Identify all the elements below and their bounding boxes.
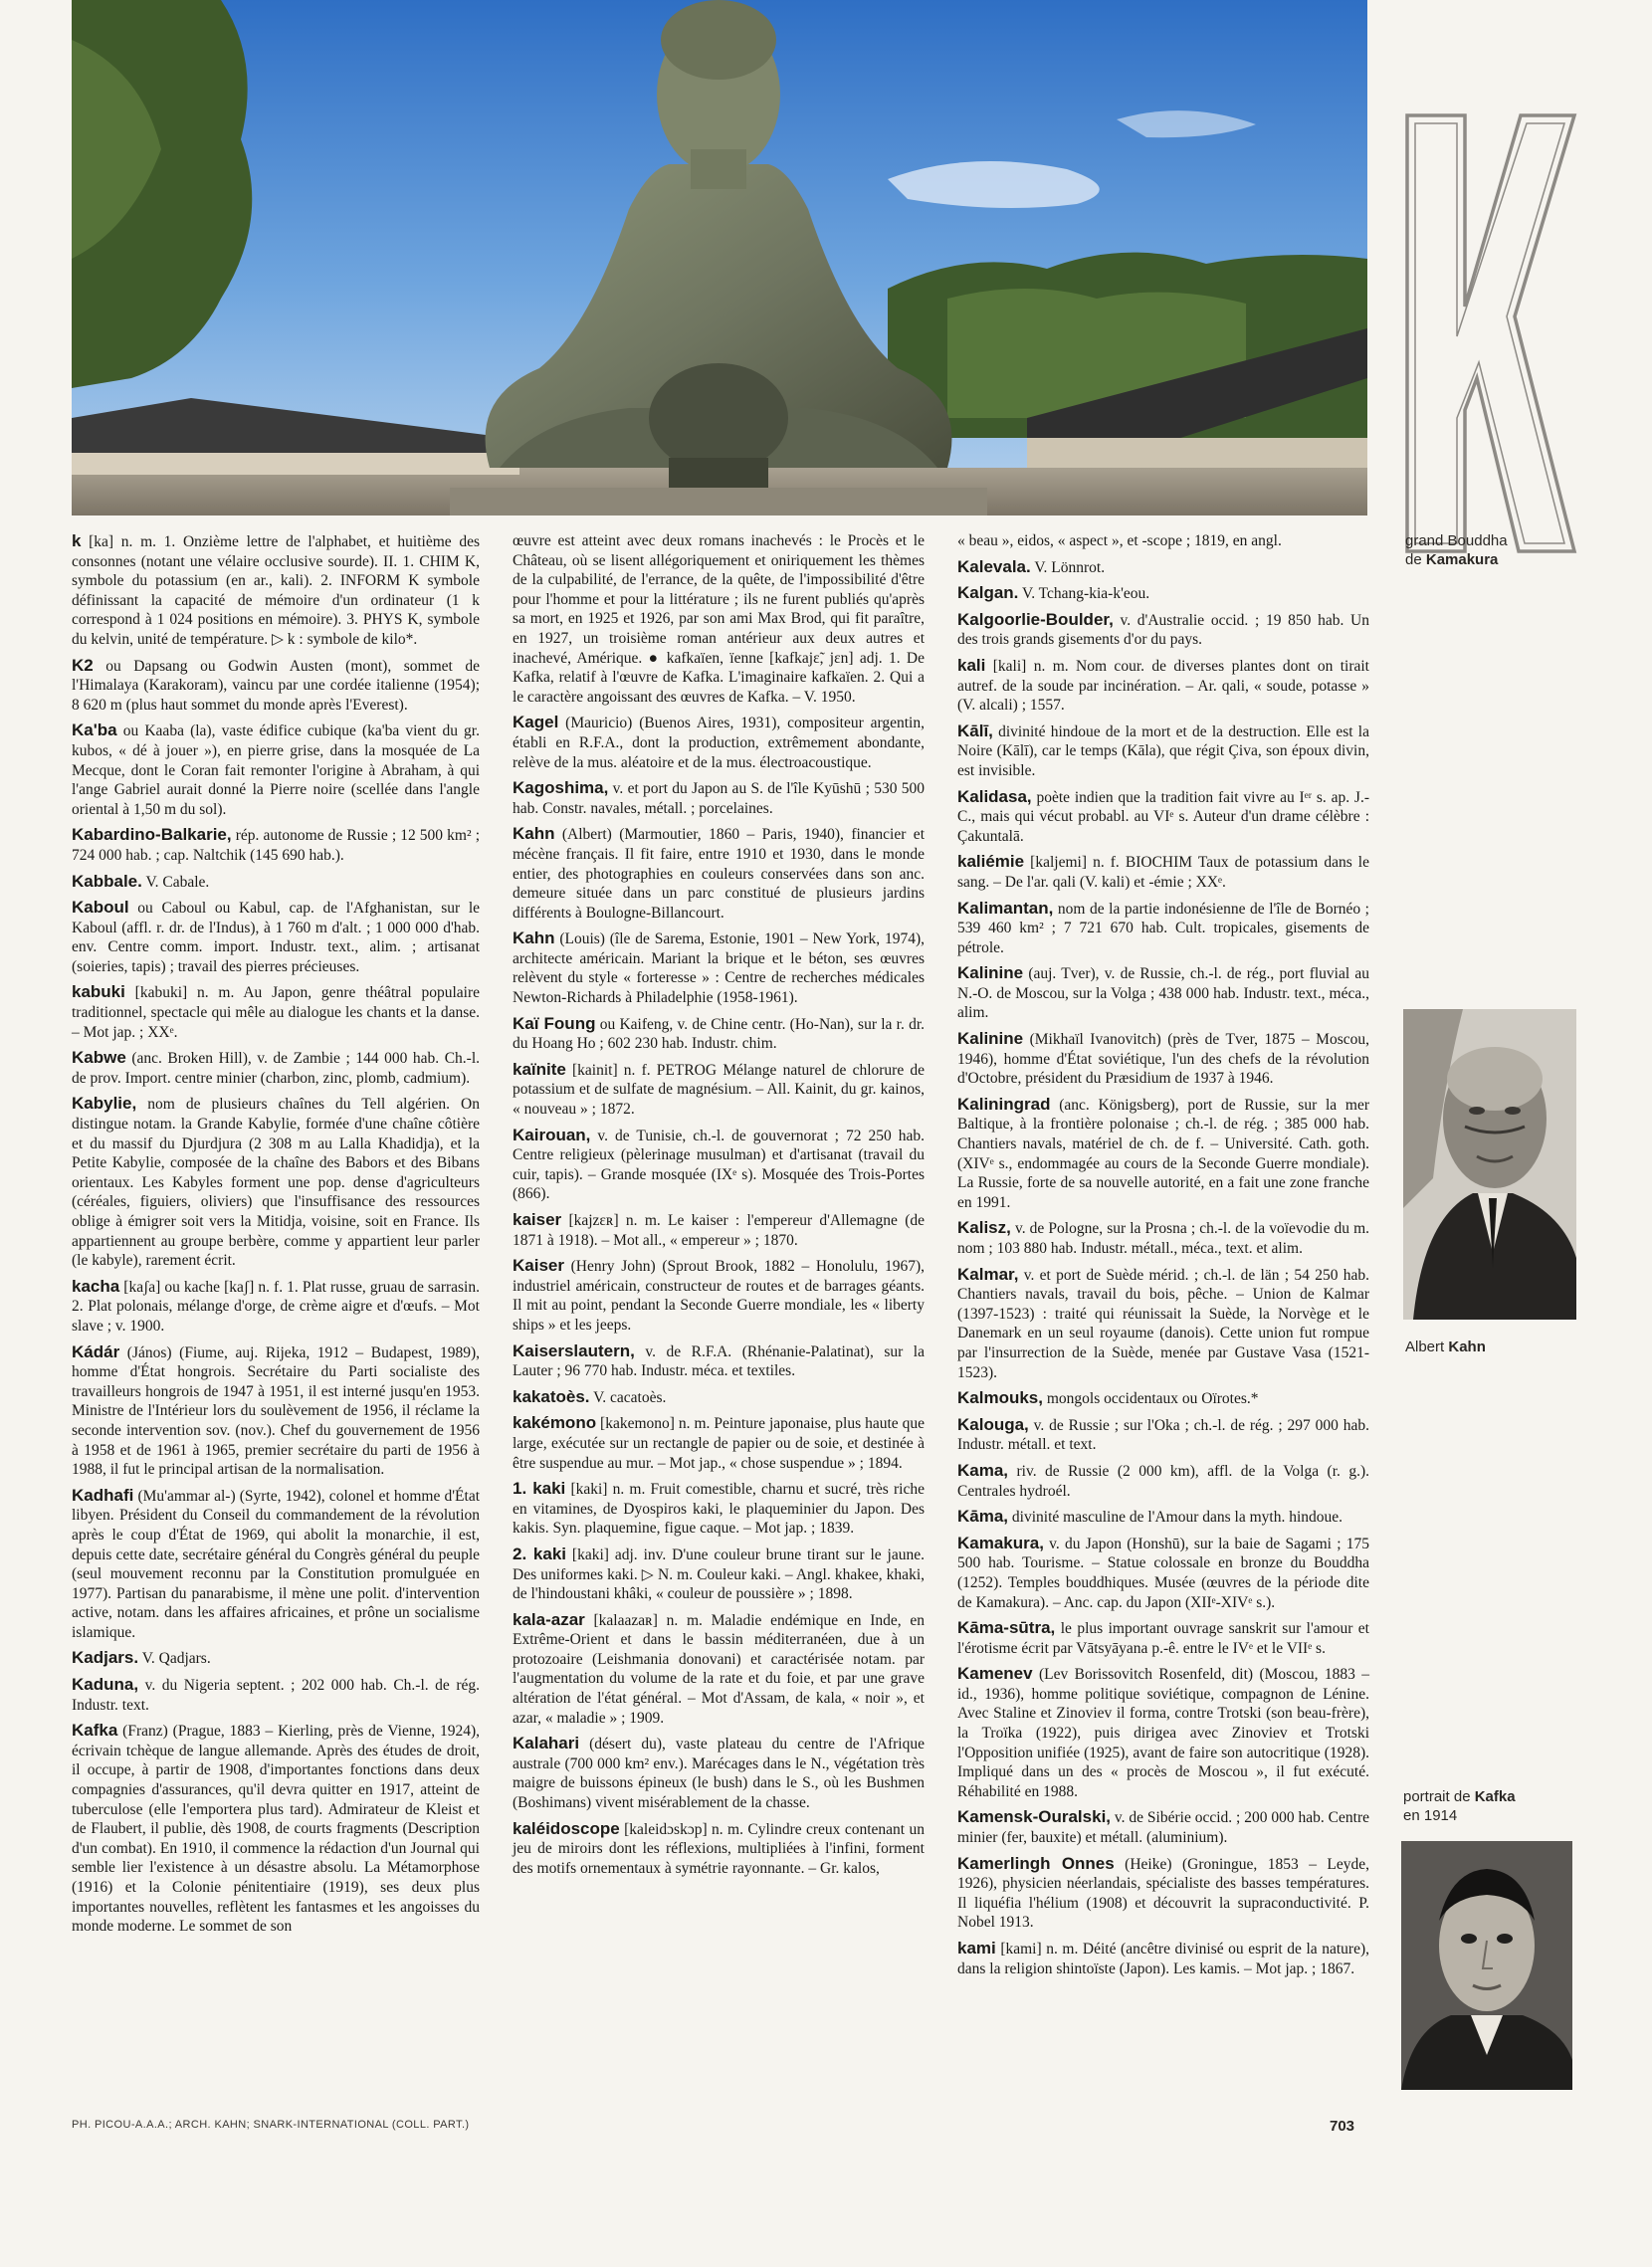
caption-text: de — [1405, 551, 1426, 568]
dictionary-entry — [72, 982, 480, 1042]
caption-bold: Kamakura — [1425, 551, 1499, 568]
entry-definition: nom de la partie indonésienne de l'île de Bornéo ; 539 460 km² ; 7 721 670 hab. Cult. tropicales, gisements de pétrole. — [957, 900, 1369, 956]
entry-headword: Kalgan. — [957, 583, 1019, 603]
entry-headword: 1. kaki — [513, 1479, 566, 1499]
entry-headword: Ka'ba — [72, 721, 117, 740]
entry-definition: (Mikhaïl Ivanovitch) (près de Tver, 1875 – Moscou, 1946), homme d'État soviétique, l'un des chefs de la révolution d'Octobre, président du Præsidium de 1937 à 1946. — [957, 1031, 1369, 1088]
dictionary-entry — [957, 1029, 1369, 1089]
dictionary-entry — [957, 583, 1369, 604]
entry-headword: Kalgoorlie-Boulder, — [957, 609, 1114, 629]
entry-headword: kakatoès. — [513, 1386, 590, 1406]
column-2 — [513, 531, 925, 1884]
entry-definition: [ka] n. m. 1. Onzième lettre de l'alphabet, et huitième des consonnes (notant une vélaire occlusive sourde). II. 1. CHIM K, symbole du potassium (en ar., kali). 2. INFORM K symbole définissant la capacité de mémoire d'un ordinateur (1 k correspond à 1 024 positions en mémoire). 3. PHYS K, symbole du kelvin, unité de température. ▷ k : symbole de kilo*. — [72, 533, 480, 648]
page-number: 703 — [1330, 2118, 1355, 2135]
dictionary-entry — [957, 1218, 1369, 1258]
entry-definition: [kaki] n. m. Fruit comestible, charnu et sucré, très riche en vitamines, de Dyospiros kaki, le plaqueminier du Japon. Des kakis. Syn. plaquemine, figue caque. – Mot jap. ; 1839. — [513, 1481, 925, 1538]
entry-headword: Kaiserslautern, — [513, 1340, 635, 1360]
entry-headword: Kalouga, — [957, 1414, 1029, 1434]
entry-headword: Kamakura, — [957, 1533, 1044, 1552]
entry-headword: Kahn — [513, 824, 555, 844]
entry-headword: kala-azar — [513, 1609, 585, 1629]
entry-definition: poète indien que la tradition fait vivre au Iᵉʳ s. ap. J.-C., mais qui vécut probabl. au VIᵉ s. Auteur d'un drame célèbre : Çakuntalā. — [957, 788, 1369, 845]
kafka-caption — [1403, 1787, 1602, 1825]
dictionary-entry — [72, 1675, 480, 1715]
entry-headword: Kalmar, — [957, 1264, 1019, 1284]
entry-definition: mongols occidentaux ou Oïrotes.* — [1042, 1390, 1259, 1408]
dictionary-entry — [957, 656, 1369, 716]
dictionary-entry — [72, 1094, 480, 1270]
entry-definition: v. et port de Suède mérid. ; ch.-l. de län ; 54 250 hab. Chantiers navals, travail du bois, pêche. – Union de Kalmar (1397-1523) : traité qui réunissait la Suède, la Norvège et le Danemark en un seul royaume (danois). Cette union fut rompue par l'insurrection de la Suède, menée par Gustave Vasa (1521-1523). — [957, 1266, 1369, 1381]
dictionary-entry — [72, 721, 480, 819]
dictionary-entry — [513, 1387, 925, 1408]
buddha-caption-line1: grand Bouddha — [1405, 532, 1508, 549]
entry-headword: Kalmouks, — [957, 1388, 1043, 1408]
entry-definition: V. Qadjars. — [138, 1650, 211, 1668]
entry-headword: Kaliningrad — [957, 1094, 1051, 1114]
dictionary-entry — [513, 1060, 925, 1120]
dictionary-entry — [957, 1807, 1369, 1847]
entry-headword: k — [72, 531, 82, 550]
entry-definition: [kami] n. m. Déité (ancêtre divinisé ou esprit de la nature), dans la religion shintoïste (Japon). Les kamis. – Mot jap. ; 1867. — [957, 1941, 1369, 1977]
albert-kahn-portrait — [1403, 1009, 1576, 1320]
entry-headword: Kalahari — [513, 1734, 580, 1753]
entry-definition: (désert du), vaste plateau du centre de l'Afrique australe (700 000 km² env.). Marécages dans le N., végétation très maigre de buissons épineux (le bush) dans le S., où les Bushmen (Boshimans) vivent misérablement de la chasse. — [513, 1736, 925, 1812]
entry-definition: v. d'Australie occid. ; 19 850 hab. Un des trois grands gisements d'or du pays. — [957, 611, 1369, 649]
buddha-photo — [72, 0, 1367, 515]
dictionary-entry — [957, 1095, 1369, 1213]
entry-definition: ou Kaaba (la), vaste édifice cubique (ka'ba vient du gr. kubos, « dé à jouer »), en pierre grise, dans la mosquée de La Mecque, dont le Coran fait remonter l'origine à Abraham, à qui l'ange Gabriel aurait donné la Pierre noire (scellée dans l'angle oriental à 1,50 m du sol). — [72, 722, 480, 818]
kafka-caption-line1 — [1403, 1787, 1602, 1806]
entry-headword: kaiser — [513, 1210, 562, 1229]
dictionary-entry — [513, 824, 925, 923]
entry-definition: [kaʃa] ou kache [kaʃ] n. f. 1. Plat russe, gruau de sarrasin. 2. Plat polonais, mélange d'orge, de crème aigre et d'œufs. – Mot slave ; v. 1900. — [72, 1278, 480, 1335]
entry-headword: Kama, — [957, 1460, 1009, 1480]
entry-definition: v. de Pologne, sur la Prosna ; ch.-l. de la voïevodie du m. nom ; 103 880 hab. Industr. métall., méca., text. et alim. — [957, 1220, 1369, 1257]
caption-text: Albert — [1405, 1339, 1449, 1355]
entry-definition: v. de Sibérie occid. ; 200 000 hab. Centre minier (fer, bauxite) et métall. (aluminium). — [957, 1809, 1369, 1847]
entry-definition: nom de plusieurs chaînes du Tell algérien. On distingue notam. la Grande Kabylie, formée d'une chaîne côtière et du massif du Djurdjura (2 308 m au Lalla Khadidja), et la Petite Kabylie, composée de la chaîne des Babors et des Bibans orientaux. Les Kabyles forment une pop. dense d'agriculteurs (céréales, figuiers, oliviers) que l'insuffisance des ressources oblige à émigrer soit vers la Mitidja, voisine, soit en France. Ils appartiennent au groupe berbère, comme y appartient leur parler (le kabyle), rarement écrit. — [72, 1096, 480, 1270]
entry-headword: Kālī, — [957, 721, 993, 740]
entry-headword: Kāma, — [957, 1507, 1009, 1527]
entry-definition: (anc. Broken Hill), v. de Zambie ; 144 000 hab. Ch.-l. de prov. Import. centre minier (charbon, zinc, plomb, cadmium). — [72, 1050, 480, 1087]
dictionary-entry — [513, 1479, 925, 1539]
entry-definition: (Louis) (île de Sarema, Estonie, 1901 – New York, 1974), architecte américain. Mariant la brique et le béton, ses œuvres relèvent du style « forteresse » : Centre de recherches médicales Newton-Richards à Philadelphie (1958-1961). — [513, 930, 925, 1007]
entry-headword: Kaboul — [72, 898, 129, 918]
entry-headword: Kabwe — [72, 1048, 126, 1068]
entry-headword: K2 — [72, 655, 94, 675]
dictionary-entry — [72, 898, 480, 976]
dictionary-entry — [72, 825, 480, 865]
dictionary-entry — [957, 1415, 1369, 1455]
entry-definition: [kajzɛʀ] n. m. Le kaiser : l'empereur d'Allemagne (de 1871 à 1918). – Mot all., « empereur » ; 1870. — [513, 1212, 925, 1249]
dictionary-entry — [513, 1413, 925, 1473]
dictionary-entry — [513, 1210, 925, 1250]
entry-definition: [kaleidɔskɔp] n. m. Cylindre creux contenant un jeu de miroirs dont les réflexions, multipliées à l'infini, forment des motifs ornementaux à symétrie rayonnante. – Gr. kalos, — [513, 1820, 925, 1877]
entry-headword: Kalidasa, — [957, 786, 1032, 806]
dictionary-entry — [513, 1341, 925, 1381]
section-letter-k — [1403, 111, 1578, 555]
entry-headword: Kaduna, — [72, 1675, 139, 1695]
dictionary-entry — [957, 1265, 1369, 1383]
dictionary-entry — [72, 1486, 480, 1643]
entry-headword: kakémono — [513, 1413, 597, 1433]
dictionary-entry — [957, 610, 1369, 650]
entry-headword: kaléidoscope — [513, 1818, 620, 1838]
dictionary-entry — [957, 531, 1369, 551]
entry-headword: 2. kaki — [513, 1544, 567, 1563]
entry-headword: kacha — [72, 1276, 120, 1296]
entry-headword: Kabardino-Balkarie, — [72, 825, 232, 845]
entry-definition: ou Kaifeng, v. de Chine centr. (Ho-Nan), sur la r. dr. du Hoang Ho ; 602 230 hab. Industr. chim. — [513, 1015, 925, 1053]
entry-definition: V. Cabale. — [141, 873, 210, 891]
entry-headword: Kalisz, — [957, 1218, 1011, 1238]
entry-definition: V. Lönnrot. — [1030, 558, 1106, 576]
entry-definition: divinité hindoue de la mort et de la destruction. Elle est la Noire (Kālī), car le temps (Kāla), que régit Çiva, son époux divin, est invisible. — [957, 722, 1369, 779]
dictionary-entry — [72, 1648, 480, 1669]
entry-definition: (auj. Tver), v. de Russie, ch.-l. de rég., port fluvial au N.-O. de Moscou, sur la Volga ; 438 000 hab. Industr. text., méca., alim. — [957, 965, 1369, 1022]
entry-definition: [kalaazaʀ] n. m. Maladie endémique en Inde, en Extrême-Orient et dans le bassin méditerranéen, due à un protozoaire (Leishmania donovani) et caractérisée notam. par l'augmentation du volume de la rate et du foie, et par une grave altération de l'état général. – Mot d'Assam, de kala, « noir », et azar, « maladie » ; 1909. — [513, 1611, 925, 1727]
entry-headword: Kagoshima, — [513, 778, 609, 798]
column-3 — [957, 531, 1369, 1984]
entry-definition: v. de Tunisie, ch.-l. de gouvernorat ; 72 250 hab. Centre religieux (pèlerinage musulman) et d'artisanat (travail du cuir, tapis). – Grande mosquée (IXᵉ s). Mosquée des Trois-Portes (866). — [513, 1127, 925, 1203]
entry-definition: riv. de Russie (2 000 km), affl. de la Volga (r. g.). Centrales hydroél. — [957, 1462, 1369, 1500]
dictionary-entry — [72, 656, 480, 716]
entry-headword: kaliémie — [957, 852, 1025, 872]
dictionary-entry — [957, 1388, 1369, 1409]
caption-text: portrait de — [1403, 1788, 1475, 1805]
entry-definition: œuvre est atteint avec deux romans inachevés : le Procès et le Château, où se lisent allégoriquement et oniriquement les thèmes de la culpabilité, de l'errance, de la quête, de l'impossibilité d'être pour l'homme et pour la littérature ; ils ne furent publiés qu'après sa mort, en 1925 et 1926, par son ami Max Brod, qui fit paraître, en 1927, un troisième roman antérieur aux deux autres et inachevé, Amérique. ● kafkaïen, ïenne [kafkajɛ̃, jɛn] adj. 1. De Kafka, relatif à l'œuvre de Kafka. L'imaginaire kafkaïen. 2. Qui a le caractère angoissant des œuvres de Kafka. – V. 1950. — [513, 532, 925, 706]
entry-definition: ou Caboul ou Kabul, cap. de l'Afghanistan, sur le Kaboul (affl. r. dr. de l'Indus), à 1 760 m d'alt. ; 1 000 000 d'hab. env. Centre comm. import. Industr. text., alim. ; artisanat (soieries, tapis) ; travail des pierres précieuses. — [72, 900, 480, 975]
entry-definition: v. du Japon (Honshū), sur la baie de Sagami ; 175 500 hab. Tourisme. – Statue colossale en bronze du Bouddha (1252). Temples bouddhiques. Musée (œuvres de la période dite de Kamakura). – Anc. cap. du Japon (XIIᵉ-XIVᵉ s.). — [957, 1535, 1369, 1611]
entry-definition: v. du Nigeria septent. ; 202 000 hab. Ch.-l. de rég. Industr. text. — [72, 1677, 480, 1714]
entry-headword: Kadjars. — [72, 1648, 139, 1668]
entry-definition: (János) (Fiume, auj. Rijeka, 1912 – Budapest, 1989), homme d'État hongrois. Secrétaire du Parti socialiste des travailleurs hongrois de 1947 à 1951, il est interné jusqu'en 1953. Ministre de l'Intérieur lors du soulèvement de 1956, il réclame la seconde intervention sov. (nov.). Chef du gouvernement de 1956 à 1958 et de 1961 à 1965, premier secrétaire du parti de 1956 à 1988, il fut le principal artisan de la normalisation. — [72, 1343, 480, 1479]
dictionary-entry — [957, 1618, 1369, 1658]
dictionary-entry — [72, 1048, 480, 1088]
entry-headword: Kāma-sūtra, — [957, 1618, 1056, 1638]
dictionary-entry — [72, 1277, 480, 1337]
entry-headword: Kalevala. — [957, 556, 1031, 576]
entry-headword: Kádár — [72, 1341, 120, 1361]
entry-definition: divinité masculine de l'Amour dans la myth. hindoue. — [1008, 1509, 1343, 1527]
entry-definition: [kaki] adj. inv. D'une couleur brune tirant sur le jaune. Des uniformes kaki. ▷ N. m. Couleur kaki. – Angl. khakee, khaki, de l'hindoustani khâki, « couleur de poussière » ; 1898. — [513, 1546, 925, 1603]
dictionary-entry — [957, 852, 1369, 892]
entry-headword: Kaï Foung — [513, 1013, 596, 1033]
entry-headword: Kalinine — [957, 1029, 1024, 1049]
kafka-portrait — [1401, 1841, 1572, 2090]
entry-definition: ou Dapsang ou Godwin Austen (mont), sommet de l'Himalaya (Karakoram), vaincu par une cordée italienne (1954); 8 620 m (plus haut sommet du monde après l'Everest). — [72, 657, 480, 714]
entry-headword: Kaiser — [513, 1256, 564, 1276]
entry-definition: v. de R.F.A. (Rhénanie-Palatinat), sur la Lauter ; 96 770 hab. Industr. méca. et textiles. — [513, 1342, 925, 1380]
entry-headword: kali — [957, 655, 986, 675]
dictionary-entry — [957, 1939, 1369, 1978]
entry-headword: Kafka — [72, 1721, 118, 1741]
entry-headword: Kamerlingh Onnes — [957, 1853, 1115, 1873]
entry-definition: [kainit] n. f. PETROG Mélange naturel de chlorure de potassium et de sulfate de magnésium. – All. Kainit, du gr. kainos, « nouveau » ; 1872. — [513, 1061, 925, 1119]
entry-definition: « beau », eidos, « aspect », et -scope ; 1819, en angl. — [957, 532, 1282, 549]
photo-credit: PH. PICOU-A.A.A.; ARCH. KAHN; SNARK-INTERNATIONAL (COLL. PART.) — [72, 2119, 470, 2131]
caption-bold: Kafka — [1474, 1788, 1516, 1805]
kafka-caption-line2: en 1914 — [1403, 1807, 1458, 1824]
dictionary-entry — [957, 1854, 1369, 1933]
entry-definition: (Mauricio) (Buenos Aires, 1931), compositeur argentin, établi en R.F.A., dont la production, extrêmement abondante, relève de la mus. aléatoire et de la mus. électroacoustique. — [513, 715, 925, 771]
caption-bold: Kahn — [1448, 1339, 1486, 1355]
dictionary-entry — [513, 928, 925, 1007]
buddha-caption — [1405, 531, 1604, 569]
entry-headword: kabuki — [72, 982, 125, 1002]
dictionary-entry — [72, 872, 480, 893]
entry-definition: V. cacatoès. — [589, 1388, 667, 1406]
dictionary-entry — [957, 899, 1369, 958]
entry-definition: (Heike) (Groningue, 1853 – Leyde, 1926), physicien néerlandais, spécialiste des basses températures. Il liquéfia l'hélium (1908) et découvrit la supraconductivité. P. Nobel 1913. — [957, 1855, 1369, 1932]
entry-definition: (anc. Königsberg), port de Russie, sur la mer Baltique, à la frontière polonaise ; ch.-l. de rég. ; 385 000 hab. Chantiers navals, matériel de ch. de f. – Université. Cath. goth. (XIVᵉ s., endommagée au cours de la Seconde Guerre mondiale). La Russie, forte de sa nouvelle autorité, en a fait une zone franche en 1991. — [957, 1096, 1369, 1211]
dictionary-entry — [957, 963, 1369, 1023]
entry-definition: (Albert) (Marmoutier, 1860 – Paris, 1940), financier et mécène français. Il fit faire, entre 1910 et 1930, dans le monde entier, des photographies en couleurs conservées dans son anc. demeure située dans un parc constitué de plusieurs jardins différents à Boulogne-Billancourt. — [513, 826, 925, 922]
dictionary-entry — [513, 531, 925, 707]
entry-headword: kami — [957, 1939, 996, 1958]
entry-headword: Kalinine — [957, 963, 1024, 983]
dictionary-entry — [513, 1545, 925, 1604]
entry-definition: [kabuki] n. m. Au Japon, genre théâtral populaire traditionnel, spectacle qui mêle au dialogue les chants et la danse. – Mot jap. ; XXᵉ. — [72, 984, 480, 1041]
entry-headword: Kalimantan, — [957, 898, 1054, 918]
dictionary-entry — [957, 1664, 1369, 1801]
dictionary-entry — [957, 557, 1369, 578]
dictionary-entry — [72, 1721, 480, 1937]
entry-definition: (Henry John) (Sprout Brook, 1882 – Honolulu, 1967), industriel américain, constructeur de routes et de barrages géants. Il mit au point, pendant la Seconde Guerre mondiale, les « liberty ships » et les jeeps. — [513, 1258, 925, 1334]
entry-headword: Kadhafi — [72, 1485, 134, 1505]
entry-headword: Kabbale. — [72, 871, 142, 891]
entry-definition: (Lev Borissovitch Rosenfeld, dit) (Moscou, 1883 – id., 1936), homme politique soviétique, compagnon de Lénine. Avec Staline et Zinoviev il forma, contre Trotski (son beau-frère), la Troïka (1922), puis dirigea avec Zinoviev et Trotski l'Opposition unifiée (1925), avant de faire son autocritique (1928). Impliqué dans un des « procès de Moscou », il fut exécuté. Réhabilité en 1988. — [957, 1666, 1369, 1800]
dictionary-entry — [513, 713, 925, 772]
dictionary-entry — [513, 1734, 925, 1812]
entry-headword: Kamenev — [957, 1664, 1033, 1684]
entry-headword: Kabylie, — [72, 1094, 137, 1114]
kahn-caption — [1405, 1338, 1604, 1356]
dictionary-entry — [513, 1126, 925, 1204]
dictionary-entry — [513, 1819, 925, 1879]
entry-headword: Kahn — [513, 928, 555, 948]
dictionary-entry — [513, 1610, 925, 1729]
dictionary-entry — [513, 778, 925, 818]
entry-definition: le plus important ouvrage sanskrit sur l'amour et l'érotisme écrit par Vātsyāyana p.-ê. entre le IVᵉ et le VIIᵉ s. — [957, 1620, 1369, 1657]
dictionary-entry — [513, 1014, 925, 1054]
entry-definition: v. et port du Japon au S. de l'île Kyūshū ; 530 500 hab. Constr. navales, métall. ; porcelaines. — [513, 780, 925, 817]
entry-definition: (Franz) (Prague, 1883 – Kierling, près de Vienne, 1924), écrivain tchèque de langue allemande. Après des études de droit, il occupe, à partir de 1908, d'importantes fonctions dans deux compagnies d'assurances, qu'il devra quitter en 1917, atteint de tuberculose (elle l'emportera plus tard). Admirateur de Kleist et de Flaubert, il publie, dès 1908, de courts fragments (Description d'un combat). En 1910, il commence la rédaction d'un Journal qui semble lier l'existence à un désastre absolu. La Métamorphose (1916) et la Colonie pénitentiaire (1919), ses deux plus importantes nouvelles, reflètent les fantasmes et les angoisses du monde moderne. Le sommet de son — [72, 1723, 480, 1936]
entry-headword: Kagel — [513, 713, 559, 732]
entry-headword: Kamensk-Ouralski, — [957, 1807, 1112, 1827]
dictionary-entry — [957, 1461, 1369, 1501]
entry-definition: [kakemono] n. m. Peinture japonaise, plus haute que large, exécutée sur un rectangle de papier ou de soie, et destinée à être suspendue au mur. – Mot jap., « chose suspendue » ; 1894. — [513, 1415, 925, 1472]
dictionary-entry — [957, 721, 1369, 781]
entry-definition: rép. autonome de Russie ; 12 500 km² ; 724 000 hab. ; cap. Naltchik (145 690 hab.). — [72, 827, 480, 864]
column-1 — [72, 531, 480, 1943]
dictionary-entry — [957, 1507, 1369, 1528]
entry-definition: V. Tchang-kia-k'eou. — [1018, 585, 1150, 603]
dictionary-entry — [72, 1342, 480, 1480]
entry-definition: v. de Russie ; sur l'Oka ; ch.-l. de rég. ; 297 000 hab. Industr. métall. et text. — [957, 1416, 1369, 1454]
entry-headword: Kairouan, — [513, 1125, 591, 1144]
dictionary-entry — [72, 531, 480, 650]
buddha-caption-line2 — [1405, 550, 1604, 569]
dictionary-entry — [513, 1256, 925, 1335]
entry-definition: (Mu'ammar al-) (Syrte, 1942), colonel et homme d'État libyen. Président du Conseil du commandement de la révolution après le coup d'État de 1969, qui abolit la monarchie, il est, depuis cette date, secrétaire général du Congrès général du peuple (seul mouvement reconnu par la Constitution promulguée en 1977). Partisan du panarabisme, il mène une polit. d'intervention active, notam. dans les affaires africaines, et prône un socialisme islamique. — [72, 1487, 480, 1641]
entry-definition: [kaljemi] n. f. BIOCHIM Taux de potassium dans le sang. – De l'ar. qali (V. kali) et -émie ; XXᵉ. — [957, 854, 1369, 891]
entry-definition: [kali] n. m. Nom cour. de diverses plantes dont on tirait autref. de la soude par incinération. – Ar. qali, « soude, potasse » (V. alcali) ; 1557. — [957, 657, 1369, 715]
dictionary-entry — [957, 787, 1369, 847]
dictionary-entry — [957, 1534, 1369, 1612]
entry-headword: kaïnite — [513, 1059, 566, 1079]
